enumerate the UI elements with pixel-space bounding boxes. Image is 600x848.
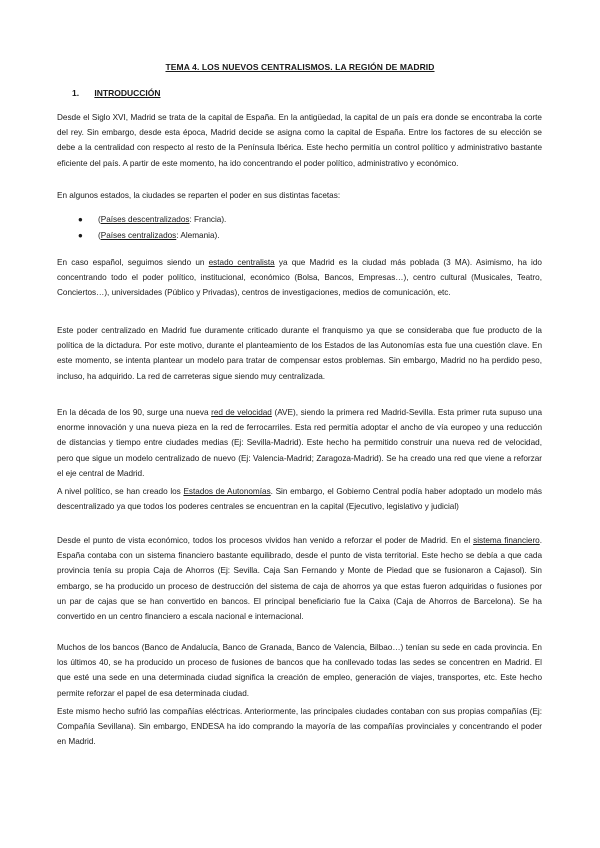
term-red-de-velocidad: red de velocidad — [211, 408, 272, 417]
bullet-item: ● (Países centralizados: Alemania). — [78, 228, 226, 244]
paragraph-4: Este poder centralizado en Madrid fue duramente criticado durante el franquismo ya que se consideraba que fue producto de la política de la dictadura. Por este motivo, durante el planteamiento de los Estados de las Autonomías esta fue una cuestión clave. En este momento, se intenta plantear un modelo para tratar de compensar estos problemas. Sin embargo, Madrid no ha perdido peso, incluso, ha adquirido. La red de carreteras sigue siendo muy centralizada. — [57, 326, 542, 381]
document-title: TEMA 4. LOS NUEVOS CENTRALISMOS. LA REGIÓN DE MADRID — [165, 62, 435, 72]
paragraph-6: A nivel político, se han creado los Estados de Autonomías. Sin embargo, el Gobierno Central podía haber adoptado un modelo más descentralizado ya que todos los poderes centrales se encuentran en la capital (Ejecutivo, legislativo y judicial) — [57, 487, 542, 512]
paragraph-8: Muchos de los bancos (Banco de Andalucía, Banco de Granada, Banco de Valencia, Bilbao…) tenían su sede en cada provincia. En los últimos 40, se ha producido un proceso de fusiones de bancos que ha conllevado todas las sedes se concentren en Madrid. El que esté una sede en una determinada ciudad significa la creación de empleo, generación de viajes, transportes, etc. Este hecho permite reforzar el papel de esa determinada ciudad. — [57, 643, 542, 698]
section-title: INTRODUCCIÓN — [94, 88, 161, 98]
paragraph-9: Este mismo hecho sufrió las compañías eléctricas. Anteriormente, las principales ciudades contaban con sus propias compañías (Ej: Compañía Sevillana). Sin embargo, ENDESA ha ido comprando la mayoría de las compañías provinciales y concentrando el poder en Madrid. — [57, 707, 542, 747]
bullet-item: ● (Países descentralizados: Francia). — [78, 212, 226, 228]
paragraph-5: En la década de los 90, surge una nueva red de velocidad (AVE), siendo la primera red Madrid-Sevilla. Esta primer ruta supuso una enorme innovación y una nueva pieza en la red de ferrocarriles. Esta red permitía adoptar el ancho de vía europeo y una reducción de distancias y tiempo entre ciudades medias (Ej: Sevilla-Madrid). Este hecho ha permitido construir una nueva red de velocidad, pero que sigue un modelo centralizado de nuevo (Ej: Valencia-Madrid; Zaragoza-Madrid). Se ha creado una red que viene a reforzar el eje central de Madrid. — [57, 408, 543, 478]
bullet-icon: ● — [78, 230, 83, 240]
section-heading — [72, 88, 160, 98]
section-number: 1. — [72, 88, 80, 98]
bullet-term: Países centralizados — [100, 230, 177, 240]
paragraph-1: Desde el Siglo XVI, Madrid se trata de la capital de España. En la antigüedad, la capital de un país era donde se encontraba la corte del rey. Sin embargo, desde esta época, Madrid decide se asigna como la capital de España. Entre los factores de su elección se debe a la centralidad con respecto al resto de la Península Ibérica. Este hecho permitía un control político y administrativo bastante eficiente del país. A partir de este momento, ha ido concentrando el poder político, administrativo y económico. — [57, 113, 542, 168]
term-estados-de-autonomias: Estados de Autonomías — [183, 487, 271, 496]
paragraph-2: En algunos estados, la ciudades se reparten el poder en sus distintas facetas: — [57, 191, 341, 200]
paragraph-7: Desde el punto de vista económico, todos los procesos vividos han venido a reforzar el poder de Madrid. En el sistema financiero. España contaba con un sistema financiero bastante equilibrado, desde el punto de vista territorial. Este hecho se debía a que cada provincia tenía su propia Caja de Ahorros (Ej: Sevilla. Caja San Fernando y Monte de Piedad que se fusionaron a Cajasol). Sin embargo, se ha producido un proceso de destrucción del sistema de caja de ahorros ya que estas fueron adquiridas o fusiones por un par de cajas que se han convertido en bancos. El principal beneficiario fue la Caixa (Caja de Ahorros de Barcelona). Se ha convertido en un centro financiero a escala nacional e internacional. — [57, 536, 543, 622]
bullet-icon: ● — [78, 215, 83, 224]
paragraph-3: En caso español, seguimos siendo un estado centralista ya que Madrid es la ciudad más poblada (3 MA). Asimismo, ha ido concentrando todo el poder político, institucional, económico (Bolsa, Bancos, Empresas…), centro cultural (Musicales, Teatro, Conciertos…), universidades (Público y Privadas), centros de investigaciones, medios de comunicación, etc. — [57, 258, 542, 298]
term-estado-centralista: estado centralista — [208, 258, 275, 267]
bullet-term: Países descentralizados — [100, 215, 190, 224]
term-sistema-financiero: sistema financiero — [473, 536, 540, 545]
bullet-list — [78, 212, 226, 243]
